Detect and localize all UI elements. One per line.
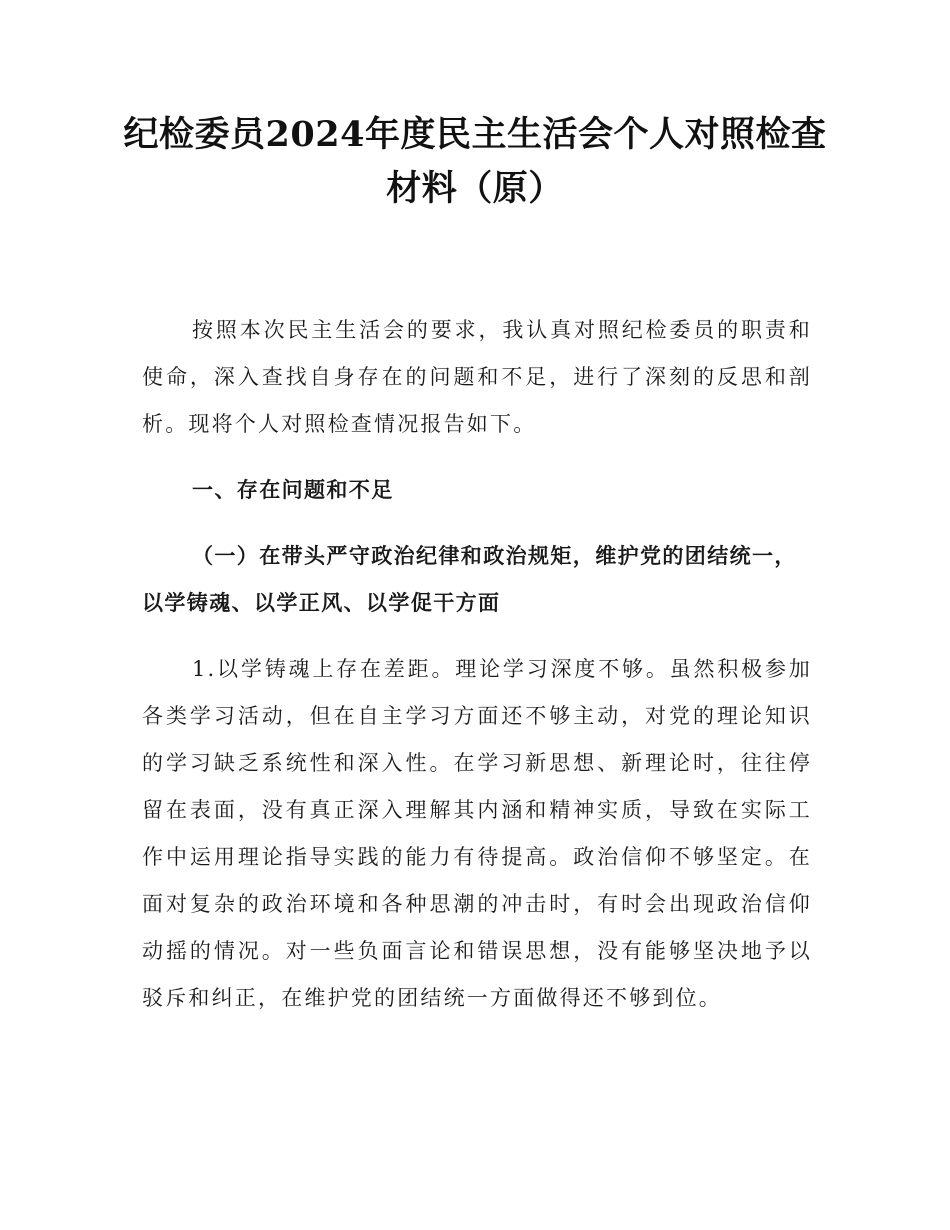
document-title: 纪检委员2024年度民主生活会个人对照检查材料（原） bbox=[123, 114, 827, 209]
subsection-heading: （一）在带头严守政治纪律和政治规矩，维护党的团结统一，以学铸魂、以学正风、以学促干方面 bbox=[142, 544, 797, 615]
section-heading: 一、存在问题和不足 bbox=[192, 478, 394, 502]
intro-paragraph: 按照本次民主生活会的要求，我认真对照纪检委员的职责和使命，深入查找自身存在的问题和不足，进行了深刻的反思和剖析。现将个人对照检查情况报告如下。 bbox=[142, 318, 812, 436]
item-paragraph: 1.以学铸魂上存在差距。理论学习深度不够。虽然积极参加各类学习活动，但在自主学习方面还不够主动，对党的理论知识的学习缺乏系统性和深入性。在学习新思想、新理论时，往往停留在表面，没有真正深入理解其内涵和精神实质，导致在实际工作中运用理论指导实践的能力有待提高。政治信仰不够坚定。在面对复杂的政治环境和各种思潮的冲击时，有时会出现政治信仰动摇的情况。对一些负面言论和错误思想，没有能够坚决地予以驳斥和纠正，在维护党的团结统一方面做得还不够到位。 bbox=[142, 657, 812, 1010]
